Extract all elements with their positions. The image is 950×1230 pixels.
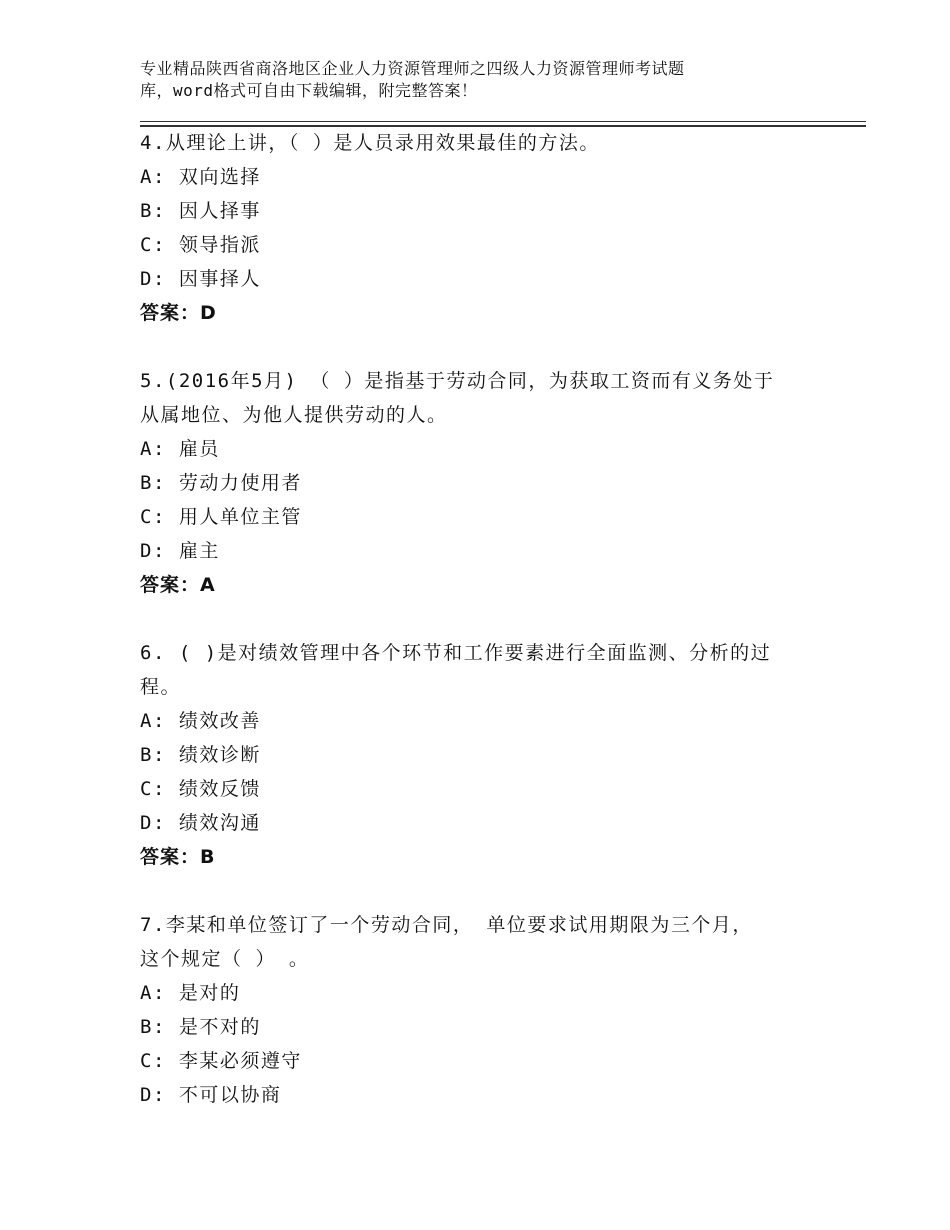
- option-c: C: 绩效反馈: [140, 778, 261, 800]
- answer: 答案：D: [140, 302, 217, 324]
- option-c: C: 领导指派: [140, 234, 261, 256]
- option-b: B: 劳动力使用者: [140, 472, 302, 494]
- option-b: B: 是不对的: [140, 1016, 261, 1038]
- header-line-1: 专业精品陕西省商洛地区企业人力资源管理师之四级人力资源管理师考试题: [140, 59, 685, 78]
- question-stem-line-1: 6. ( )是对绩效管理中各个环节和工作要素进行全面监测、分析的过: [140, 642, 772, 664]
- option-a: A: 雇员: [140, 438, 220, 460]
- header-divider-thin: [140, 121, 866, 122]
- question-list: [140, 126, 840, 1112]
- option-d: D: 因事择人: [140, 268, 261, 290]
- answer: 答案：B: [140, 846, 216, 868]
- answer: 答案：A: [140, 574, 216, 596]
- question-4: [140, 126, 840, 330]
- option-b: B: 绩效诊断: [140, 744, 261, 766]
- option-a: A: 绩效改善: [140, 710, 261, 732]
- option-c: C: 李某必须遵守: [140, 1050, 302, 1072]
- header-line-2: 库，word格式可自由下载编辑，附完整答案！: [140, 81, 478, 100]
- question-5: [140, 364, 840, 602]
- question-stem: 4.从理论上讲，（ ）是人员录用效果最佳的方法。: [140, 132, 600, 154]
- question-6: [140, 636, 840, 874]
- option-a: A: 双向选择: [140, 166, 261, 188]
- option-c: C: 用人单位主管: [140, 506, 302, 528]
- question-stem-line-1: 5.(2016年5月) （ ）是指基于劳动合同，为获取工资而有义务处于: [140, 370, 775, 392]
- document-header: [140, 58, 780, 102]
- question-stem-line-1: 7.李某和单位签订了一个劳动合同， 单位要求试用期限为三个月，: [140, 914, 753, 936]
- question-stem-line-2: 这个规定（ ） 。: [140, 948, 310, 970]
- option-a: A: 是对的: [140, 982, 241, 1004]
- option-d: D: 不可以协商: [140, 1084, 282, 1106]
- option-b: B: 因人择事: [140, 200, 261, 222]
- question-stem-line-2: 程。: [140, 676, 182, 698]
- option-d: D: 绩效沟通: [140, 812, 261, 834]
- option-d: D: 雇主: [140, 540, 220, 562]
- question-7: [140, 908, 840, 1112]
- question-stem-line-2: 从属地位、为他人提供劳动的人。: [140, 404, 448, 426]
